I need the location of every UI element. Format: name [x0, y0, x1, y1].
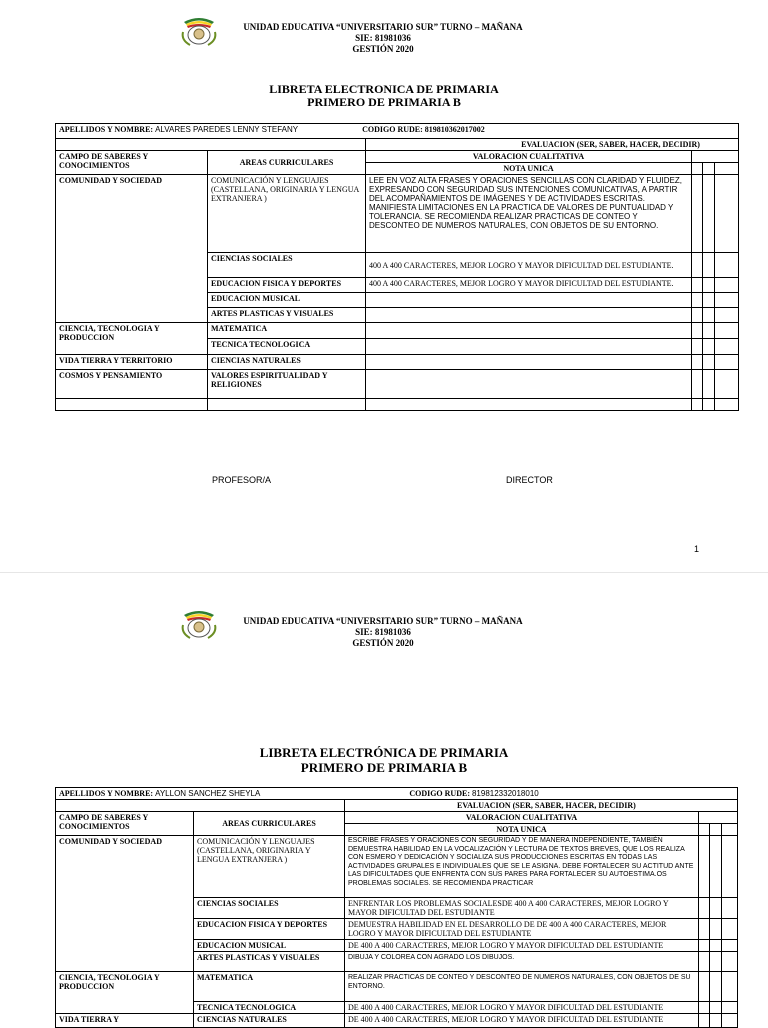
- campo-ciencia: CIENCIA, TECNOLOGIA Y PRODUCCION: [56, 972, 194, 1014]
- valoracion-fisica: DEMUESTRA HABILIDAD EN EL DESARROLLO DE DE 400 A 400 CARACTERES, MEJOR LOGRO Y MAYOR DIFICULTAD DEL ESTUDIANTE: [345, 919, 699, 940]
- director-signature-label: DIRECTOR: [506, 475, 553, 485]
- area-tecnica: TECNICA TECNOLOGICA: [208, 339, 366, 355]
- page-number: 1: [694, 544, 700, 554]
- valoracion-tecnica: DE 400 A 400 CARACTERES, MEJOR LOGRO Y MAYOR DIFICULTAD DEL ESTUDIANTE: [345, 1002, 699, 1014]
- valoracion-sociales: ENFRENTAR LOS PROBLEMAS SOCIALESDE 400 A 400 CARACTERES, MEJOR LOGRO Y MAYOR DIFICULTAD DEL ESTUDIANTE: [345, 898, 699, 919]
- campo-ciencia: CIENCIA, TECNOLOGIA Y PRODUCCION: [56, 323, 208, 355]
- area-artes: ARTES PLASTICAS Y VISUALES: [194, 952, 345, 972]
- campo-vida: VIDA TIERRA Y TERRITORIO: [56, 355, 208, 370]
- col-nota-header: NOTA UNICA: [366, 163, 692, 175]
- col-campo-header: CAMPO DE SABERES Y CONOCIMIENTOS: [56, 812, 194, 836]
- area-comunicacion: COMUNICACIÓN Y LENGUAJES (CASTELLANA, ORIGINARIA Y LENGUA EXTRANJERA ): [194, 836, 345, 898]
- school-sie: SIE: 81981036: [355, 33, 411, 43]
- area-naturales: CIENCIAS NATURALES: [208, 355, 366, 370]
- area-artes: ARTES PLASTICAS Y VISUALES: [208, 308, 366, 323]
- school-gestion: GESTIÓN 2020: [352, 44, 414, 54]
- rude-label: CODIGO RUDE:: [409, 789, 470, 798]
- col-areas-header: AREAS CURRICULARES: [208, 151, 366, 175]
- col-areas-header: AREAS CURRICULARES: [194, 812, 345, 836]
- col-valoracion-header: VALORACION CUALITATIVA: [345, 812, 699, 824]
- valoracion-naturales: DE 400 A 400 CARACTERES, MEJOR LOGRO Y MAYOR DIFICULTAD DEL ESTUDIANTE: [345, 1014, 699, 1028]
- area-musical: EDUCACION MUSICAL: [194, 940, 345, 952]
- student-name: AYLLON SANCHEZ SHEYLA: [155, 789, 261, 798]
- grades-table: [55, 787, 738, 1028]
- page-separator: [0, 572, 768, 573]
- area-fisica: EDUCACION FISICA Y DEPORTES: [208, 278, 366, 293]
- rude-code: 819810362017002: [424, 125, 485, 134]
- rude-label: CODIGO RUDE:: [362, 125, 423, 134]
- school-gestion: GESTIÓN 2020: [352, 638, 414, 648]
- area-matematica: MATEMATICA: [194, 972, 345, 1002]
- area-sociales: CIENCIAS SOCIALES: [194, 898, 345, 919]
- campo-comunidad: COMUNIDAD Y SOCIEDAD: [56, 175, 208, 323]
- report-grade: PRIMERO DE PRIMARIA B: [307, 95, 461, 109]
- area-sociales: CIENCIAS SOCIALES: [208, 253, 366, 278]
- evaluation-header: EVALUACION (SER, SABER, HACER, DECIDIR): [366, 139, 739, 151]
- col-nota-header: NOTA UNICA: [345, 824, 699, 836]
- area-naturales: CIENCIAS NATURALES: [194, 1014, 345, 1028]
- rude-code: 819812332018010: [471, 789, 539, 798]
- valoracion-artes: DIBUJA Y COLOREA CON AGRADO LOS DIBUJOS.: [345, 952, 699, 972]
- grades-table: [55, 123, 739, 411]
- area-comunicacion: COMUNICACIÓN Y LENGUAJES (CASTELLANA, ORIGINARIA Y LENGUA EXTRANJERA ): [208, 175, 366, 253]
- area-musical: EDUCACION MUSICAL: [208, 293, 366, 308]
- valoracion-musical: DE 400 A 400 CARACTERES, MEJOR LOGRO Y MAYOR DIFICULTAD DEL ESTUDIANTE: [345, 940, 699, 952]
- area-tecnica: TECNICA TECNOLOGICA: [194, 1002, 345, 1014]
- report-title: LIBRETA ELECTRÓNICA DE PRIMARIA: [259, 745, 509, 760]
- campo-vida: VIDA TIERRA Y: [56, 1014, 194, 1028]
- school-sie: SIE: 81981036: [355, 627, 411, 637]
- valoracion-comunicacion: LEE EN VOZ ALTA FRASES Y ORACIONES SENCILLAS CON CLARIDAD Y FLUIDEZ, EXPRESANDO CON SEGURIDAD SUS INTENCIONES COMUNICATIVAS, A PARTIR DEL ACOMPAÑAMIENTOS DE IMÁGENES Y DE ACTIVIDADES ESCRITAS. MANIFIESTA LIMITACIONES EN LA PRACTICA DE VALORES DE PUNTUALIDAD Y TOLERANCIA. SE RECOMIENDA REALIZAR PRACTICAS DE CONTEO Y DESCONTEO DE NUMEROS NATURALES, CON OBJETOS DE SU ENTORNO.: [366, 175, 692, 253]
- col-campo-header: CAMPO DE SABERES Y CONOCIMIENTOS: [56, 151, 208, 175]
- student-name: ALVARES PAREDES LENNY STEFANY: [155, 125, 299, 134]
- report-grade: PRIMERO DE PRIMARIA B: [300, 760, 468, 775]
- valoracion-comunicacion: ESCRIBE FRASES Y ORACIONES CON SEGURIDAD Y DE MANERA INDEPENDIENTE, TAMBIÉN DEMUESTRA HABILIDAD EN LA VOCALIZACIÓN Y LECTURA DE TEXTOS BREVES, QUE LOS REALIZA CON ESMERO Y DEDICACIÓN Y SOCIALIZA SUS PRODUCCIONES ESCRITAS EN TODAS LAS ACTIVIDADES GRUPALES E INDIVIDUALES QUE SE LE ASIGNA. DEBE FORTALECER SU ACTITUD ANTE LAS DIFICULTADES QUE ENFRENTA CON SUS PARES PARA FORTALECER SU AUTOESTIMA.OS PROBLEMAS SOCIALES. SE RECOMIENDA PRACTICAR: [345, 836, 699, 898]
- campo-cosmos: COSMOS Y PENSAMIENTO: [56, 370, 208, 399]
- school-name: UNIDAD EDUCATIVA “UNIVERSITARIO SUR” TURNO – MAÑANA: [243, 616, 523, 626]
- valoracion-sociales: 400 A 400 CARACTERES, MEJOR LOGRO Y MAYOR DIFICULTAD DEL ESTUDIANTE.: [366, 253, 692, 278]
- col-valoracion-header: VALORACION CUALITATIVA: [366, 151, 692, 163]
- valoracion-fisica: 400 A 400 CARACTERES, MEJOR LOGRO Y MAYOR DIFICULTAD DEL ESTUDIANTE.: [366, 278, 692, 293]
- evaluation-header: EVALUACION (SER, SABER, HACER, DECIDIR): [345, 800, 738, 812]
- school-name: UNIDAD EDUCATIVA “UNIVERSITARIO SUR” TURNO – MAÑANA: [243, 22, 523, 32]
- area-fisica: EDUCACION FISICA Y DEPORTES: [194, 919, 345, 940]
- report-title: LIBRETA ELECTRONICA DE PRIMARIA: [269, 82, 499, 96]
- area-matematica: MATEMATICA: [208, 323, 366, 339]
- profesor-signature-label: PROFESOR/A: [212, 475, 272, 485]
- area-valores: VALORES ESPIRITUALIDAD Y RELIGIONES: [208, 370, 366, 399]
- student-name-label: APELLIDOS Y NOMBRE:: [59, 789, 154, 798]
- campo-comunidad: COMUNIDAD Y SOCIEDAD: [56, 836, 194, 972]
- valoracion-matematica: REALIZAR PRACTICAS DE CONTEO Y DESCONTEO DE NUMEROS NATURALES, CON OBJETOS DE SU ENTORNO.: [345, 972, 699, 1002]
- student-name-label: APELLIDOS Y NOMBRE:: [59, 125, 154, 134]
